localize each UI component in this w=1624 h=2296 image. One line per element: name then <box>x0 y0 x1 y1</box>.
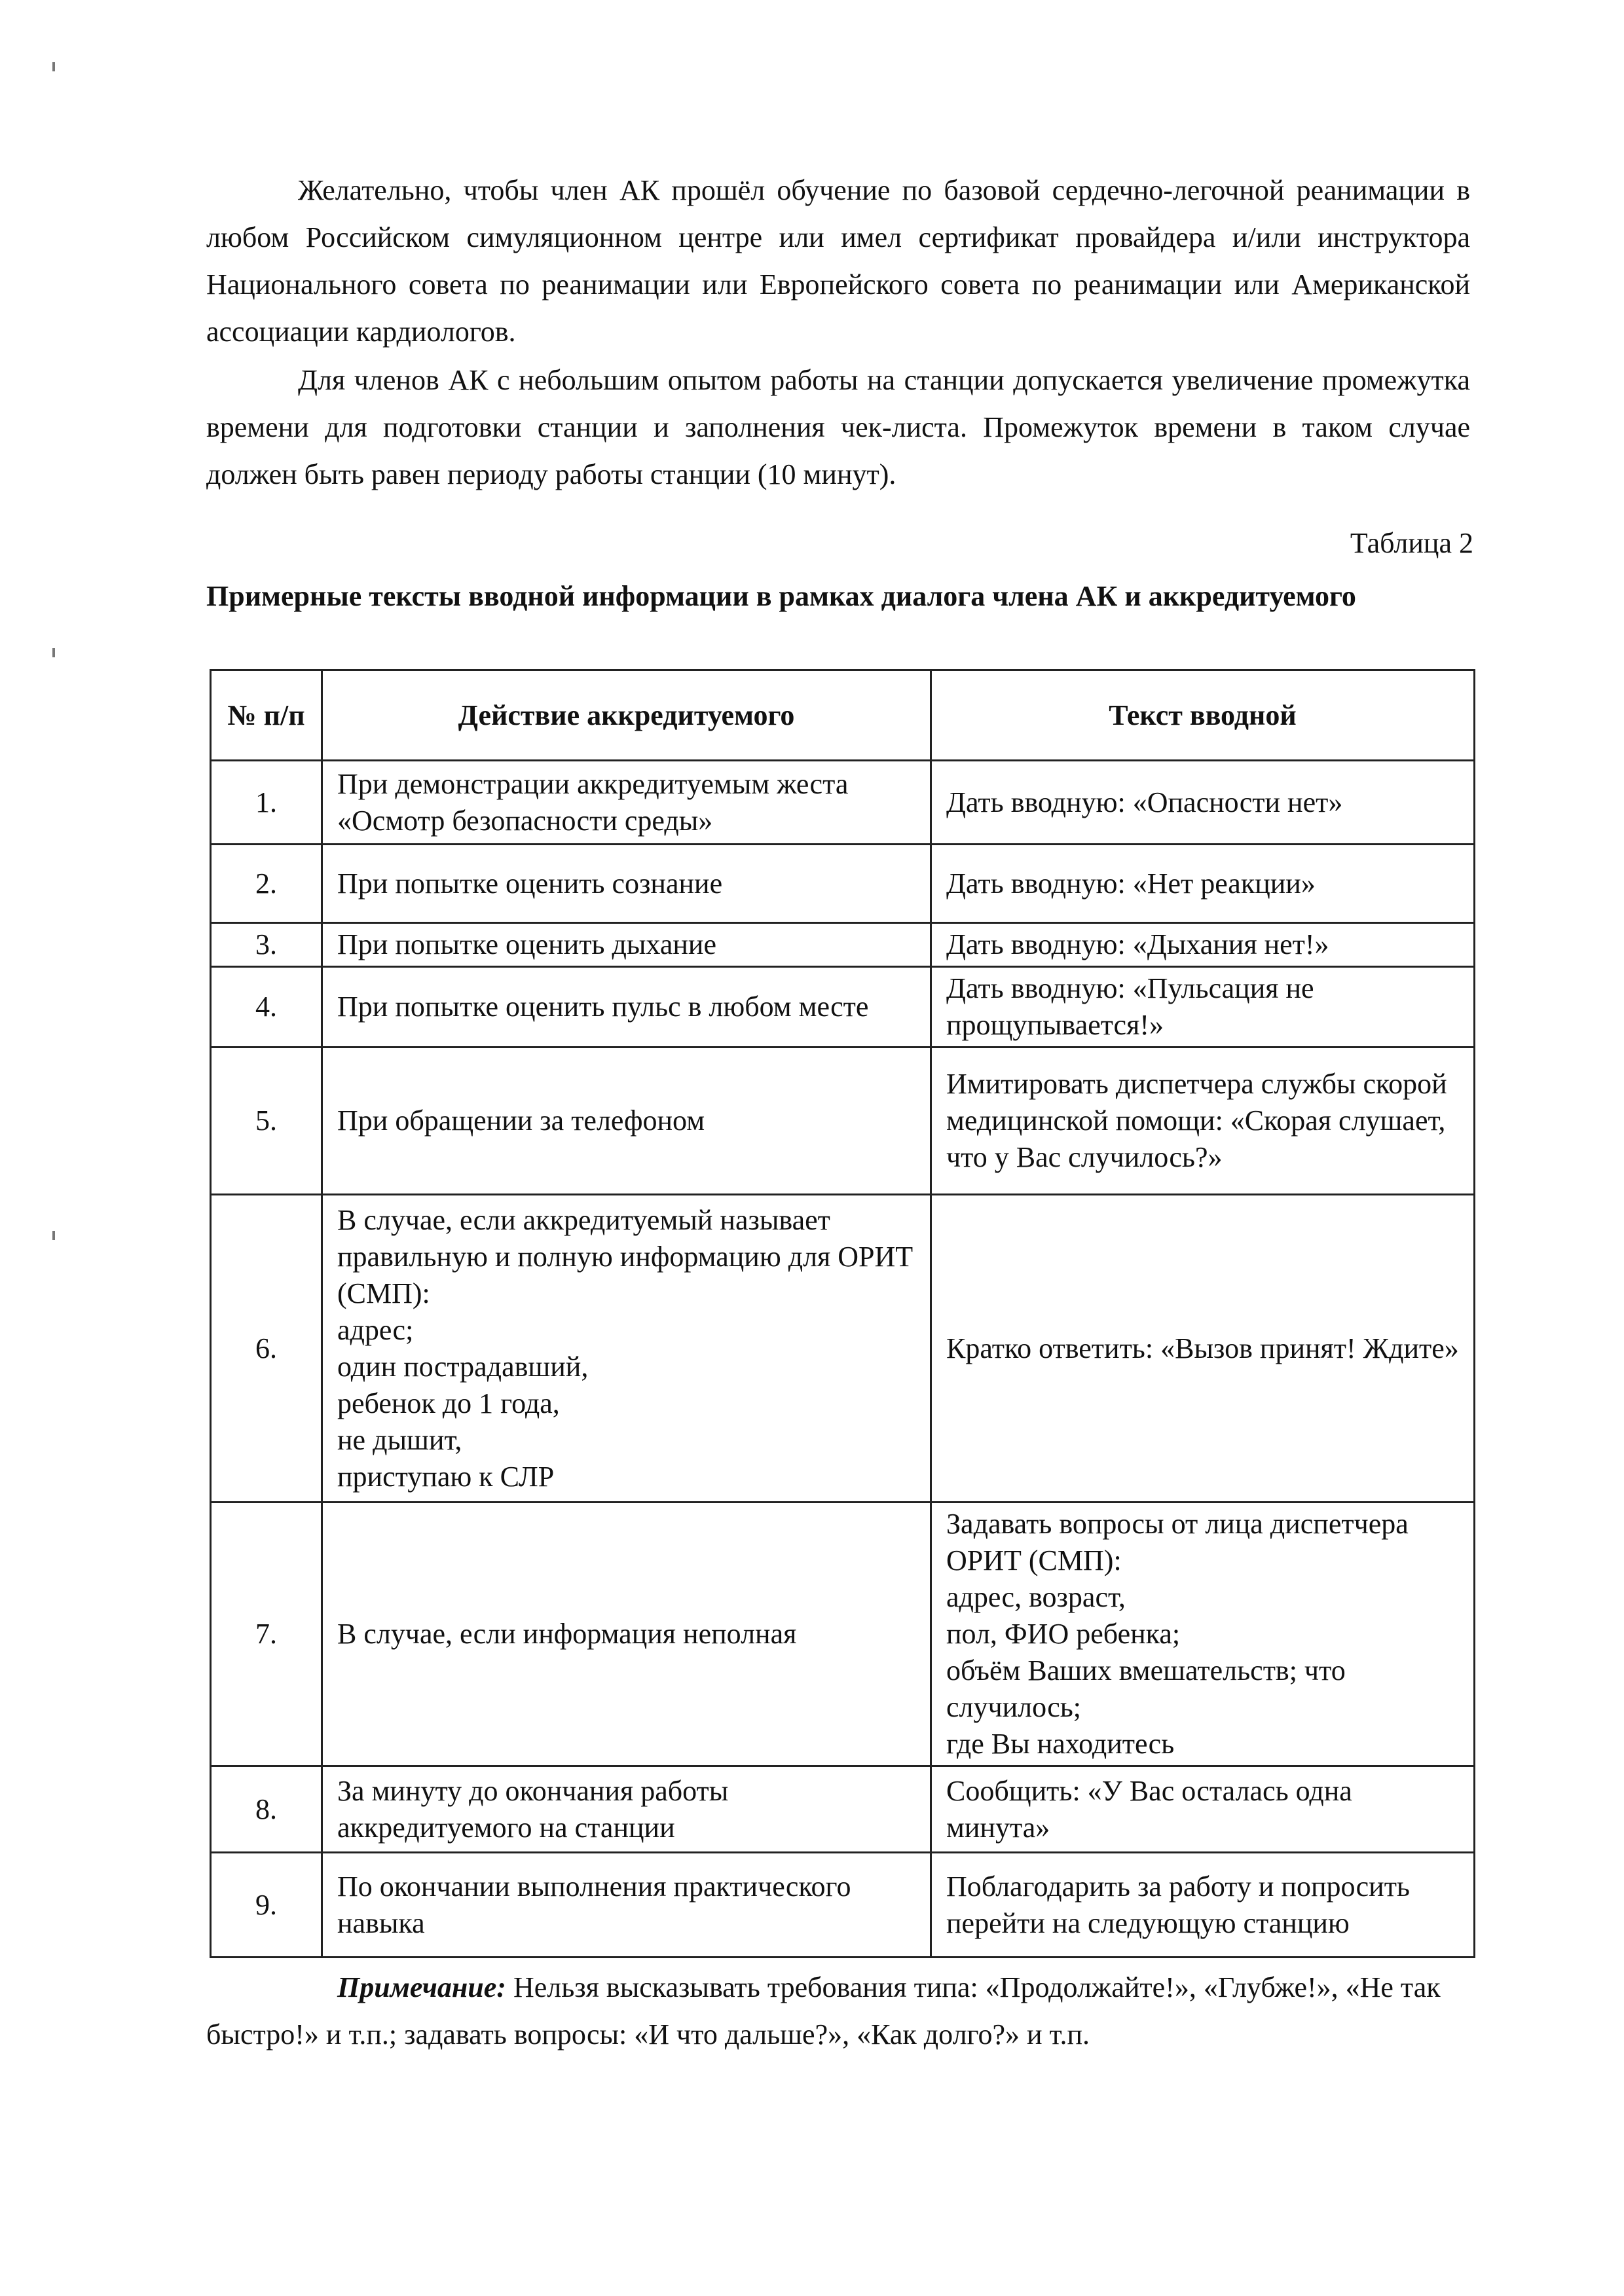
row-action-line: По окончании выполнения практического навыка <box>337 1870 851 1939</box>
table-row <box>211 1195 1475 1503</box>
row-action-line: ребенок до 1 года, <box>337 1387 560 1419</box>
note-label: Примечание: <box>337 1971 506 2003</box>
row-number <box>211 1766 322 1853</box>
row-action-line: При демонстрации аккредитуемым жеста «Осмотр безопасности среды» <box>337 767 849 837</box>
table-row <box>211 1766 1475 1853</box>
header-action: Действие аккредитуемого <box>322 670 931 761</box>
row-number-line: 7. <box>255 1618 277 1650</box>
table-row <box>211 967 1475 1048</box>
row-text <box>931 761 1475 845</box>
row-action-line: один пострадавший, <box>337 1350 589 1383</box>
row-text-line: где Вы находитесь <box>946 1728 1175 1760</box>
row-number-line: 6. <box>255 1332 277 1364</box>
row-action-line: При попытке оценить сознание <box>337 867 723 900</box>
scan-margin-mark <box>52 62 55 71</box>
row-number <box>211 967 322 1048</box>
paragraph-training: Желательно, чтобы член АК прошёл обучение по базовой сердечно-легочной реанимации в любом Российском симуляционном центре или имел сертификат провайдера и/или инструктора Национального совета по реанимации или Европейского совета по реанимации или Американской ассоциации кардиологов. <box>206 174 1470 348</box>
row-number <box>211 1195 322 1503</box>
row-action <box>322 967 931 1048</box>
row-text-line: Сообщить: «У Вас осталась одна минута» <box>946 1774 1352 1844</box>
table-header-row <box>211 670 1475 761</box>
row-number <box>211 845 322 923</box>
row-number-line: 1. <box>255 786 277 818</box>
row-action <box>322 1503 931 1766</box>
row-action <box>322 1048 931 1195</box>
note <box>206 1964 1470 2058</box>
row-text-line: Имитировать диспетчера службы скорой медицинской помощи: «Скорая слушает, что у Вас случилось?» <box>946 1068 1447 1173</box>
row-action-line: При попытке оценить пульс в любом месте <box>337 991 869 1023</box>
row-number-line: 9. <box>255 1888 277 1921</box>
row-number-line: 5. <box>255 1104 277 1137</box>
dialog-table <box>210 669 1475 1958</box>
row-number-line: 2. <box>255 867 277 900</box>
row-action <box>322 1195 931 1503</box>
row-action-line: не дышит, <box>337 1423 462 1456</box>
row-action-line: При попытке оценить дыхание <box>337 928 717 960</box>
row-number <box>211 923 322 967</box>
row-text <box>931 1853 1475 1958</box>
row-text <box>931 923 1475 967</box>
row-text <box>931 1195 1475 1503</box>
row-text <box>931 845 1475 923</box>
row-text-line: объём Ваших вмешательств; что случилось; <box>946 1654 1346 1723</box>
row-text <box>931 967 1475 1048</box>
row-action <box>322 1853 931 1958</box>
table-row <box>211 1503 1475 1766</box>
row-number <box>211 761 322 845</box>
row-action <box>322 923 931 967</box>
table-row <box>211 845 1475 923</box>
row-action-line: При обращении за телефоном <box>337 1104 705 1137</box>
row-text-line: адрес, возраст, <box>946 1581 1126 1613</box>
row-action-line: За минуту до окончания работы аккредитуемого на станции <box>337 1774 729 1844</box>
row-text-line: пол, ФИО ребенка; <box>946 1618 1181 1650</box>
row-number-line: 3. <box>255 928 277 960</box>
row-text-line: Поблагодарить за работу и попросить перейти на следующую станцию <box>946 1870 1410 1939</box>
row-text <box>931 1766 1475 1853</box>
row-text <box>931 1048 1475 1195</box>
row-action-line: В случае, если информация неполная <box>337 1618 797 1650</box>
table-title: Примерные тексты вводной информации в рамках диалога члена АК и аккредитуемого <box>206 580 1356 612</box>
table-label: Таблица 2 <box>1350 527 1473 559</box>
scan-margin-mark <box>52 1231 55 1240</box>
row-text-line: Задавать вопросы от лица диспетчера ОРИТ (СМП): <box>946 1508 1409 1576</box>
scan-margin-mark <box>52 648 55 657</box>
row-action <box>322 761 931 845</box>
row-text-line: Дать вводную: «Дыхания нет!» <box>946 928 1329 960</box>
row-number-line: 8. <box>255 1793 277 1825</box>
row-text <box>931 1503 1475 1766</box>
row-text-line: Дать вводную: «Пульсация не прощупывается!» <box>946 972 1314 1041</box>
table-row <box>211 923 1475 967</box>
table-row <box>211 1853 1475 1958</box>
note-text: Нельзя высказывать требования типа: «Продолжайте!», «Глубже!», «Не так быстро!» и т.п.; задавать вопросы: «И что дальше?», «Как долго?» и т.п. <box>206 1971 1441 2050</box>
row-text-line: Кратко ответить: «Вызов принят! Ждите» <box>946 1332 1459 1364</box>
row-action-line: приступаю к СЛР <box>337 1460 555 1493</box>
row-text-line: Дать вводную: «Опасности нет» <box>946 786 1343 818</box>
table-row <box>211 1048 1475 1195</box>
row-action-line: В случае, если аккредитуемый называет правильную и полную информацию для ОРИТ (СМП): <box>337 1203 913 1309</box>
row-text-line: Дать вводную: «Нет реакции» <box>946 867 1316 900</box>
row-number <box>211 1048 322 1195</box>
row-action-line: адрес; <box>337 1313 414 1346</box>
table-row <box>211 761 1475 845</box>
row-action <box>322 845 931 923</box>
row-action <box>322 1766 931 1853</box>
row-number-line: 4. <box>255 991 277 1023</box>
row-number <box>211 1503 322 1766</box>
header-number: № п/п <box>211 670 322 761</box>
paragraph-time-extension: Для членов АК с небольшим опытом работы на станции допускается увеличение промежутка времени для подготовки станции и заполнения чек-листа. Промежуток времени в таком случае должен быть равен периоду работы станции (10 минут). <box>206 364 1470 490</box>
row-number <box>211 1853 322 1958</box>
header-text: Текст вводной <box>931 670 1475 761</box>
